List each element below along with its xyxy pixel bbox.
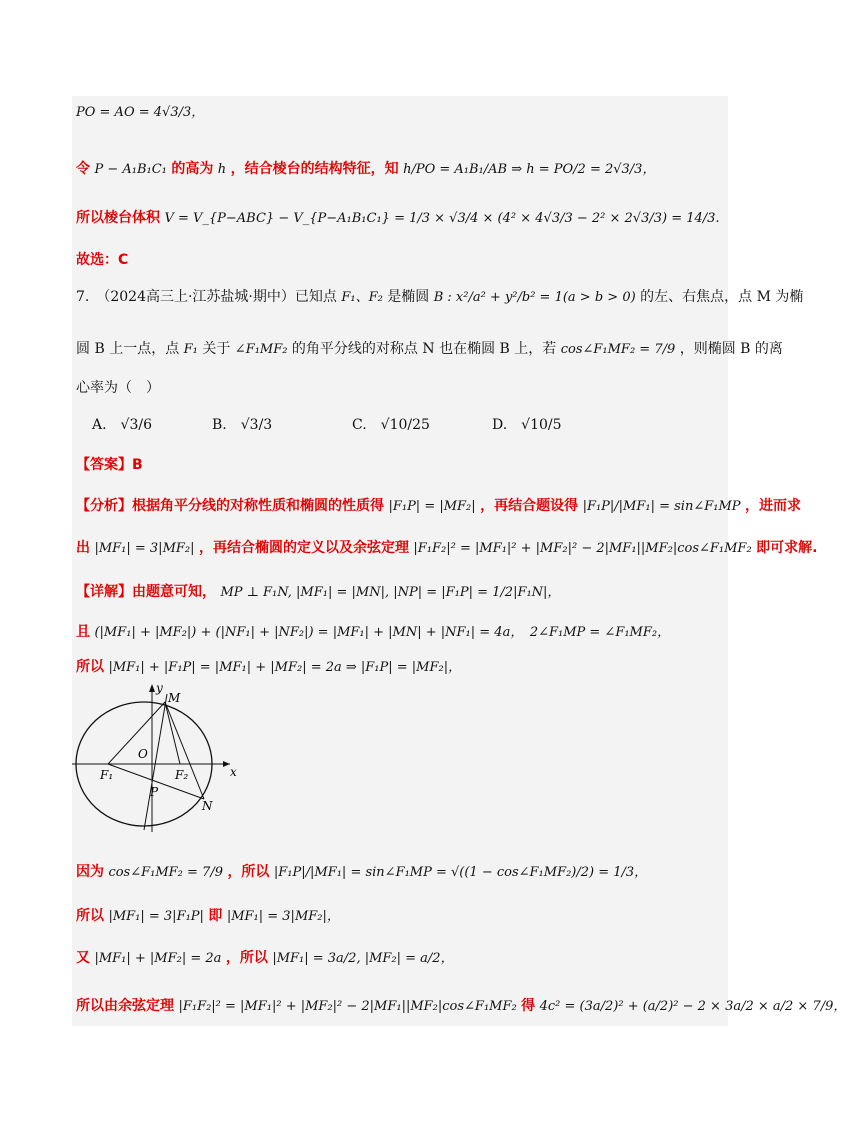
answer-text: 【答案】B xyxy=(76,457,143,473)
sin-formula: |F₁P|/|MF₁| = sin∠F₁MP = √((1 − cos∠F₁MF₂)/2) = 1/3， xyxy=(273,865,648,880)
x-axis-arrow xyxy=(223,761,230,767)
volume-line xyxy=(76,208,720,229)
option-d-label: D. √10/5 xyxy=(492,417,562,433)
q7-f1: F₁ xyxy=(183,342,198,357)
cosine-formula-b: |F₁F₂|² = |MF₁|² + |MF₂|² − 2|MF₁||MF₂|cos∠F₁MF₂ xyxy=(178,999,517,1014)
question-7-line-3 xyxy=(76,378,160,398)
po-ao-formula: PO = AO = 4√3/3， xyxy=(76,105,205,120)
bisector-line xyxy=(144,694,167,830)
sum-formula-d: |MF₁| = 3a/2, |MF₂| = a/2， xyxy=(272,951,454,966)
analysis-text-e: ，进而求 xyxy=(744,498,801,514)
analysis2-text-e: 即可求解. xyxy=(756,540,818,556)
analysis-line-1 xyxy=(76,496,801,517)
q7-cos: cos∠F₁MF₂ = 7/9 xyxy=(560,342,676,357)
option-c-label: C. √10/25 xyxy=(352,417,430,433)
label-m: M xyxy=(168,691,181,705)
var-h: h xyxy=(217,162,227,177)
ratio-text-a: 所以 xyxy=(76,908,104,924)
analysis2-formula-b: |MF₁| = 3|MF₂| xyxy=(94,541,195,556)
y-axis-arrow xyxy=(149,684,155,692)
q7-ask: 心率为（ ） xyxy=(76,380,160,396)
option-a-label: A. √3/6 xyxy=(92,417,153,433)
cosine-text-c: 得 xyxy=(521,998,536,1014)
analysis2-formula-d: |F₁F₂|² = |MF₁|² + |MF₂|² − 2|MF₁||MF₂|cos∠F₁MF₂ xyxy=(413,541,752,556)
option-c[interactable] xyxy=(352,414,430,434)
label-y: y xyxy=(156,681,163,695)
answer-line xyxy=(76,455,143,475)
q7-is-ellipse: 是椭圆 xyxy=(387,289,430,305)
label-x: x xyxy=(230,765,237,779)
label-o: O xyxy=(138,747,148,761)
because-cos: cos∠F₁MF₂ = 7/9 xyxy=(108,865,223,880)
q7-point: 圆 B 上一点，点 xyxy=(76,341,180,357)
analysis-formula-b: |F₁P| = |MF₂| xyxy=(388,499,476,514)
detail-line-3 xyxy=(76,657,461,678)
label-p: P xyxy=(150,785,159,799)
text-volume: 所以棱台体积 xyxy=(76,210,160,226)
question-7-line-2 xyxy=(76,339,783,360)
ratio-text-c: 即 xyxy=(208,908,223,924)
q7-foci: F₁、F₂ xyxy=(341,290,383,305)
question-7-line-1 xyxy=(76,287,803,308)
label-n: N xyxy=(202,799,213,813)
choice-text: 故选：C xyxy=(76,252,129,268)
cosine-text-a: 所以由余弦定理 xyxy=(76,998,174,1014)
q7-about: 关于 xyxy=(202,341,231,357)
detail-text: 【详解】由题意可知， xyxy=(76,584,216,600)
option-b-label: B. √3/3 xyxy=(212,417,273,433)
label-f2: F₂ xyxy=(175,768,189,782)
analysis-formula-d: |F₁P|/|MF₁| = sin∠F₁MP xyxy=(582,499,741,514)
choice-line xyxy=(76,250,128,270)
option-d[interactable] xyxy=(492,414,562,434)
height-line xyxy=(76,159,655,180)
text-ling: 令 xyxy=(76,161,90,177)
detail3-formula: |MF₁| + |F₁P| = |MF₁| + |MF₂| = 2a ⇒ |F₁P| = |MF₂|， xyxy=(108,660,462,675)
cosine-law-line xyxy=(76,996,846,1017)
option-b[interactable] xyxy=(212,414,272,434)
detail3-text: 所以 xyxy=(76,659,104,675)
ratio-formula-d: |MF₁| = 3|MF₂|， xyxy=(226,909,340,924)
po-ao-line xyxy=(76,102,204,123)
analysis-text-a: 【分析】根据角平分线的对称性质和椭圆的性质得 xyxy=(76,498,384,514)
detail-line-2 xyxy=(76,622,670,643)
detail-formula: MP ⊥ F₁N, |MF₁| = |MN|, |NP| = |F₁P| = 1/2|F₁N|， xyxy=(220,585,561,600)
q7-bisector: 的角平分线的对称点 N 也在椭圆 B 上，若 xyxy=(291,341,557,357)
because-line xyxy=(76,862,647,883)
label-f1: F₁ xyxy=(100,768,114,782)
analysis2-text-c: ，再结合椭圆的定义以及余弦定理 xyxy=(198,540,409,556)
sum-text-a: 又 xyxy=(76,950,90,966)
ratio-formula-b: |MF₁| = 3|F₁P| xyxy=(108,909,204,924)
q7-ecc: ，则椭圆 B 的离 xyxy=(679,341,783,357)
detail2-formula: (|MF₁| + |MF₂|) + (|NF₁| + |NF₂|) = |MF₁| + |MN| + |NF₁| = 4a， 2∠F₁MP = ∠F₁MF₂， xyxy=(94,625,671,640)
sum-text-c: ，所以 xyxy=(225,950,268,966)
ratio-line xyxy=(76,906,340,927)
q7-ellipse-eq: B : x²/a² + y²/b² = 1(a > b > 0) xyxy=(433,290,636,305)
detail2-text: 且 xyxy=(76,624,90,640)
q7-intro: 7. （2024高三上·江苏盐城·期中）已知点 xyxy=(76,289,337,305)
option-a[interactable] xyxy=(92,414,152,434)
text-height: 的高为 xyxy=(171,161,214,177)
pyramid-name: P − A₁B₁C₁ xyxy=(94,162,167,177)
analysis-text-c: ，再结合题设得 xyxy=(480,498,579,514)
height-formula: h/PO = A₁B₁/AB ⇒ h = PO/2 = 2√3/3， xyxy=(403,162,656,177)
analysis-line-2 xyxy=(76,538,817,559)
because-text: 因为 xyxy=(76,864,104,880)
q7-left-right: 的左、右焦点，点 M 为椭 xyxy=(640,289,804,305)
detail-line-1 xyxy=(76,582,560,603)
q7-angle: ∠F₁MF₂ xyxy=(234,342,288,357)
text-structure: ，结合棱台的结构特征，知 xyxy=(230,161,399,177)
segment-m-n xyxy=(165,702,204,799)
analysis2-text-a: 出 xyxy=(76,540,90,556)
solution-panel xyxy=(72,96,728,1026)
so-text: ，所以 xyxy=(227,864,270,880)
volume-formula: V = V_{P−ABC} − V_{P−A₁B₁C₁} = 1/3 × √3/4 × (4² × 4√3/3 − 2² × 2√3/3) = 14/3. xyxy=(164,211,720,226)
cosine-formula-d: 4c² = (3a/2)² + (a/2)² − 2 × 3a/2 × a/2 × 7/9， xyxy=(539,999,846,1014)
sum-line xyxy=(76,948,454,969)
ellipse-figure xyxy=(72,682,252,832)
sum-formula-b: |MF₁| + |MF₂| = 2a xyxy=(94,951,222,966)
